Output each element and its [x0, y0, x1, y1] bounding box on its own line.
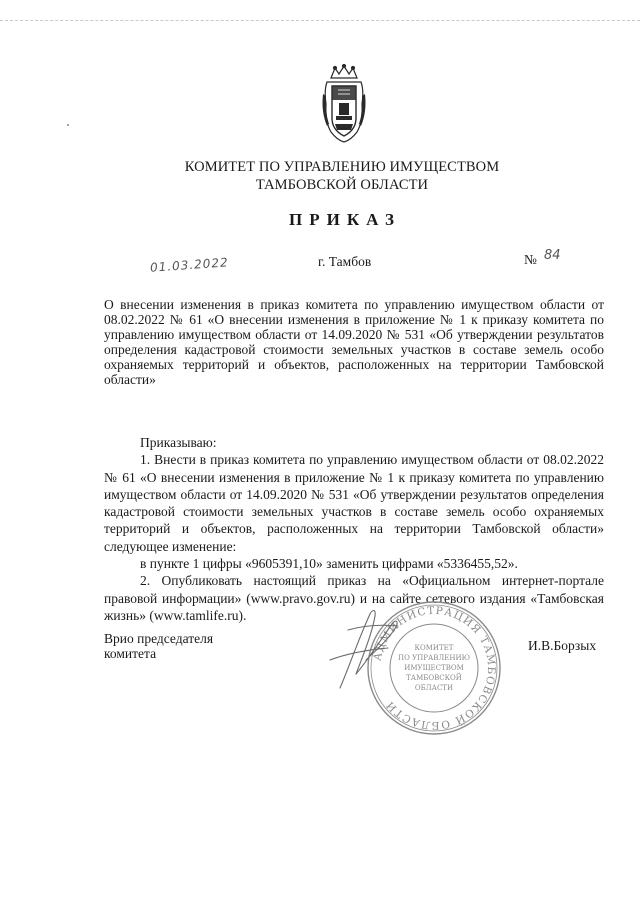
handwritten-signature	[318, 600, 418, 696]
order-item-1: 1. Внести в приказ комитета по управлению имуществом области от 08.02.2022 № 61 «О внесении изменения в приложение № 1 к приказу комитета по управлению имуществом области от 14.09.2020 № 531 «Об утверждении результатов определения кадастровой стоимости земельных участков в составе земель особо охраняемых территорий и объектов, расположенных на территории Тамбовской области» следующее изменение:	[104, 452, 604, 554]
order-item-1-change: в пункте 1 цифры «9605391,10» заменить цифрами «5336455,52».	[140, 556, 518, 572]
scan-speck	[67, 124, 69, 126]
stamp-ring-text: АДМИНИСТРАЦИЯ ТАМБОВСКОЙ ОБЛАСТИ	[371, 604, 498, 732]
stamp-line-4: ТАМБОВСКОЙ	[406, 674, 462, 682]
document-body	[104, 434, 604, 624]
signer-position-line1: Врио председателя	[104, 631, 214, 646]
coat-of-arms-icon	[321, 64, 367, 144]
signer-name: И.В.Борзых	[528, 638, 597, 653]
stamp-line-1: КОМИТЕТ	[414, 644, 454, 652]
committee-name-line1: КОМИТЕТ ПО УПРАВЛЕНИЮ ИМУЩЕСТВОМ	[184, 159, 500, 175]
stamp-line-2: ПО УПРАВЛЕНИЮ	[398, 654, 470, 662]
stamp-line-3: ИМУЩЕСТВОМ	[404, 664, 464, 672]
stamp-line-5: ОБЛАСТИ	[414, 684, 454, 692]
document-subject: О внесении изменения в приказ комитета по управлению имуществом области от 08.02.2022 № 61 «О внесении изменения в приложение № 1 к приказу комитета по управлению имуществом области от 14.09.2020 № 531 «Об утверждении результатов определения кадастровой стоимости земельных участков в составе земель особо охраняемых территорий и объектов, расположенных на территории Тамбовской области»	[104, 297, 604, 387]
committee-name	[120, 158, 564, 194]
order-word: Приказываю:	[140, 435, 217, 450]
signer-position-line2: комитета	[104, 646, 157, 661]
city-line: г. Тамбов	[318, 254, 372, 269]
signer-position	[104, 631, 213, 661]
handwritten-date: 01.03.2022	[149, 255, 230, 275]
number-label: №	[524, 252, 537, 267]
committee-name-line2: ТАМБОВСКОЙ ОБЛАСТИ	[255, 177, 429, 193]
document-title: ПРИКАЗ	[289, 210, 401, 229]
scan-edge-line	[0, 20, 640, 21]
order-item-2: 2. Опубликовать настоящий приказ на «Официальном интернет-портале правовой информации» (www.pravo.gov.ru) и на сайте сетевого издания «Тамбовская жизнь» (www.tamlife.ru).	[104, 573, 604, 623]
handwritten-number: 84	[544, 248, 561, 263]
